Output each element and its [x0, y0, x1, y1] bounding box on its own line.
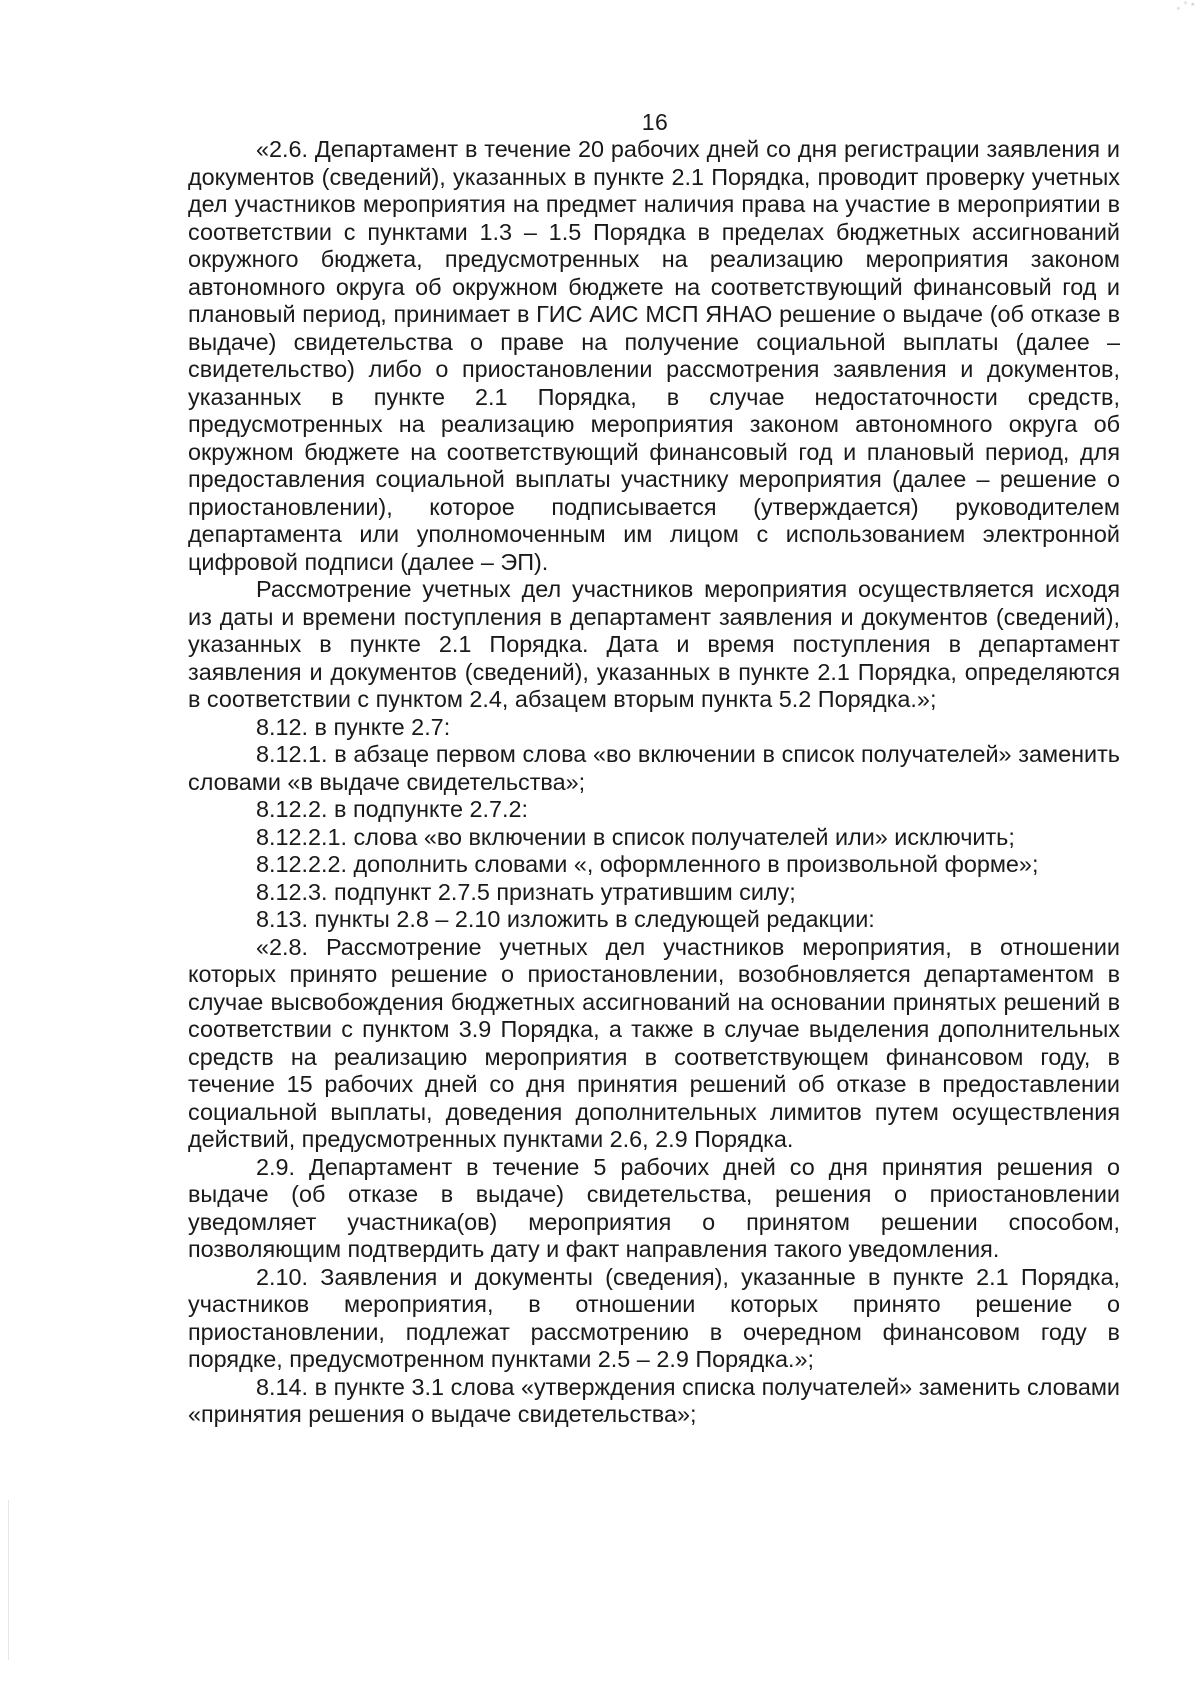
paragraph-8-12-2-1: 8.12.2.1. слова «во включении в список получателей или» исключить;: [256, 823, 1015, 850]
paragraph-8-12-1: 8.12.1. в абзаце первом слова «во включении в список получателей» заменить словами «в выдаче свидетельства»;: [188, 741, 1120, 795]
paragraph-review-order: Рассмотрение учетных дел участников мероприятия осуществляется исходя из даты и времени поступления в департамент заявления и документов (сведений), указанных в пункте 2.1 Порядка. Дата и время поступления в департамент заявления и документов (сведений), указанных в пункте 2.1 Порядка, определяются в соответствии с пунктом 2.4, абзацем вторым пункта 5.2 Порядка.»;: [188, 576, 1120, 712]
paragraph-2-8: «2.8. Рассмотрение учетных дел участников мероприятия, в отношении которых принято решение о приостановлении, возобновляется департаментом в случае высвобождения бюджетных ассигнований на основании принятых решений в соответствии с пунктом 3.9 Порядка, а также в случае выделения дополнительных средств на реализацию мероприятия в соответствующем финансовом году, в течение 15 рабочих дней со дня принятия решений об отказе в предоставлении социальной выплаты, доведения дополнительных лимитов путем осуществления действий, предусмотренных пунктами 2.6, 2.9 Порядка.: [188, 933, 1120, 1152]
paragraph-2-6: «2.6. Департамент в течение 20 рабочих дней со дня регистрации заявления и документов (сведений), указанных в пункте 2.1 Порядка, проводит проверку учетных дел участников мероприятия на предмет наличия права на участие в мероприятии в соответствии с пунктами 1.3 – 1.5 Порядка в пределах бюджетных ассигнований окружного бюджета, предусмотренных на реализацию мероприятия законом автономного округа об окружном бюджете на соответствующий финансовый год и плановый период, принимает в ГИС АИС МСП ЯНАО решение о выдаче (об отказе в выдаче) свидетельства о праве на получение социальной выплаты (далее – свидетельство) либо о приостановлении рассмотрения заявления и документов, указанных в пункте 2.1 Порядка, в случае недостаточности средств, предусмотренных на реализацию мероприятия законом автономного округа об окружном бюджете на соответствующий финансовый год и плановый период, для предоставления социальной выплаты участнику мероприятия (далее – решение о приостановлении), которое подписывается (утверждается) руководителем департамента или уполномоченным им лицом с использованием электронной цифровой подписи (далее – ЭП).: [188, 136, 1120, 575]
document-body: [188, 136, 1120, 1429]
paragraph-8-12: 8.12. в пункте 2.7:: [256, 713, 451, 740]
paragraph-8-13: 8.13. пункты 2.8 – 2.10 изложить в следующей редакции:: [256, 906, 875, 932]
paragraph-2-9: 2.9. Департамент в течение 5 рабочих дней со дня принятия решения о выдаче (об отказе в выдаче) свидетельства, решения о приостановлении уведомляет участника(ов) мероприятия о принятом решении способом, позволяющим подтвердить дату и факт направления такого уведомления.: [188, 1153, 1120, 1262]
scan-margin-line: [8, 1500, 9, 1660]
paragraph-8-12-2-2: 8.12.2.2. дополнить словами «, оформленного в произвольной форме»;: [256, 851, 1039, 877]
paragraph-8-12-2: 8.12.2. в подпункте 2.7.2:: [256, 796, 529, 822]
paragraph-8-12-3: 8.12.3. подпункт 2.7.5 признать утратившим силу;: [256, 878, 796, 905]
paragraph-8-14: 8.14. в пункте 3.1 слова «утверждения списка получателей» заменить словами «принятия решения о выдаче свидетельства»;: [188, 1373, 1120, 1427]
scan-noise: [1164, 0, 1200, 14]
page-number: 16: [641, 109, 669, 135]
paragraph-2-10: 2.10. Заявления и документы (сведения), указанные в пункте 2.1 Порядка, участников мероприятия, в отношении которых принято решение о приостановлении, подлежат рассмотрению в очередном финансовом году в порядке, предусмотренном пунктами 2.5 – 2.9 Порядка.»;: [188, 1263, 1120, 1372]
